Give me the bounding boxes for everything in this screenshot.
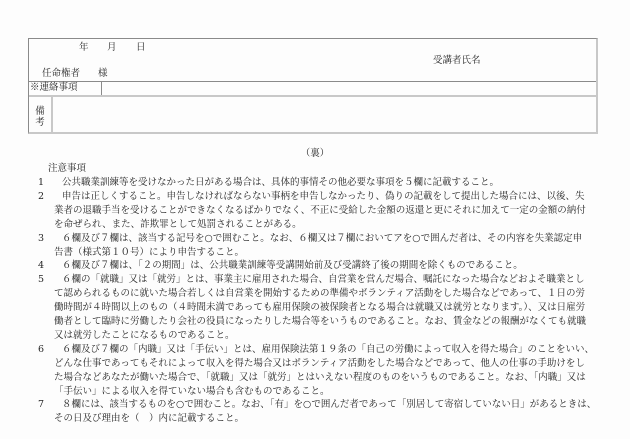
header-row [29, 39, 596, 82]
appointer-suffix: 様 [98, 68, 108, 79]
note-number: 6 [38, 343, 45, 355]
remarks-divider [51, 97, 53, 132]
remarks-field[interactable] [54, 97, 596, 132]
contact-row [29, 81, 596, 97]
note-item-text: ６欄の「就職」又は「就労」とは、事業主に雇用された場合、自営業を営んだ場合、嘱託になった場合などおよそ職業とし [62, 274, 585, 286]
note-continuation-text: 「手伝い」による収入を得ていない場合も含むものであること。 [54, 385, 330, 397]
note-continuation-text: その日及び理由を（ ）内に記載すること。 [54, 413, 245, 425]
trainee-name-label: 受講者氏名 [433, 55, 481, 66]
date-year-label: 年 [79, 42, 89, 53]
note-number: 5 [38, 274, 45, 286]
note-number: 1 [38, 177, 45, 188]
note-item-text: 公共職業訓練等を受けなかった日がある場合は、具体的事情その他必要な事項を５欄に記載すること。 [62, 177, 500, 188]
back-side-label: （裏） [300, 148, 330, 159]
appointer-label: 任命権者 [42, 68, 81, 79]
note-item-text: ８欄には、該当するものを○で囲むこと。なお、「有」を○で囲んだ者であって「別居して寄宿していない日」があるときは、 [62, 399, 597, 411]
note-continuation-text: た場合などあなたが働いた場合で、「就職」又は「就労」とはいえない程度のものをいうものであること。なお、「内職」又は [54, 371, 586, 383]
note-continuation-text: 告書（様式第１０号）により申告すること。 [54, 246, 245, 258]
note-number: 2 [38, 190, 45, 202]
note-number: 4 [38, 260, 45, 272]
date-month-label: 月 [107, 42, 117, 53]
note-continuation-text: て認められるものに就いた場合若しくは自営業を開始するための準備やボランティア活動をした場合などであって、１日の労 [54, 288, 585, 300]
note-continuation-text: を命ぜられ、また、詐欺罪として処罰されることがある。 [54, 218, 302, 230]
note-continuation-text: 又は就労したことになるものであること。 [54, 329, 235, 341]
note-continuation-text: どんな仕事であってもそれによって収入を得た場合又はボランティア活動をした場合などであって、他人の仕事の手助けをし [54, 357, 585, 369]
remarks-label-char-1: 備 [35, 106, 45, 117]
contact-field[interactable] [103, 81, 596, 95]
note-item-text: 申告は正しくすること。申告しなければならない事柄を申告しなかったり、偽りの記載をして提出した場合には、以後、失 [62, 190, 585, 202]
date-day-label: 日 [136, 42, 146, 53]
contact-label: ※連絡事項 [30, 82, 78, 93]
note-number: 3 [38, 232, 45, 244]
remarks-row [29, 97, 596, 132]
note-number: 7 [38, 399, 45, 411]
remarks-label [34, 106, 46, 128]
note-continuation-text: 業者の退職手当を受けることができなくなるばかりでなく、不正に受給した金額の返還と更にそれに加えて一定の金額の納付 [54, 204, 586, 216]
note-item-text: ６欄及び７欄の「内職」又は「手伝い」とは、雇用保険法第１９条の「自己の労働によって収入を得た場合」のことをいい、 [62, 343, 595, 355]
note-item-text: ６欄及び７欄は、該当する記号を○で囲むこと。なお、６欄又は７欄においてアを○で囲んだ者は、その内容を失業認定申 [62, 232, 583, 244]
remarks-label-char-2: 考 [35, 117, 45, 128]
notes-heading: 注意事項 [48, 163, 87, 174]
note-item-text: ６欄及び７欄は、「２の期間」は、公共職業訓練等受講開始前及び受講終了後の期間を除くものであること。 [62, 260, 523, 272]
contact-divider [101, 81, 102, 95]
note-continuation-text: 働者として臨時に労働したり会社の役員になったりした場合等をいうものであること。なお、賃金などの報酬がなくても就職 [54, 316, 587, 327]
form-table [28, 38, 598, 134]
note-continuation-text: 働時間が４時間以上のもの（４時間未満であっても雇用保険の被保険者となる場合は就職又は就労となります。）、又は日雇労 [54, 302, 586, 314]
